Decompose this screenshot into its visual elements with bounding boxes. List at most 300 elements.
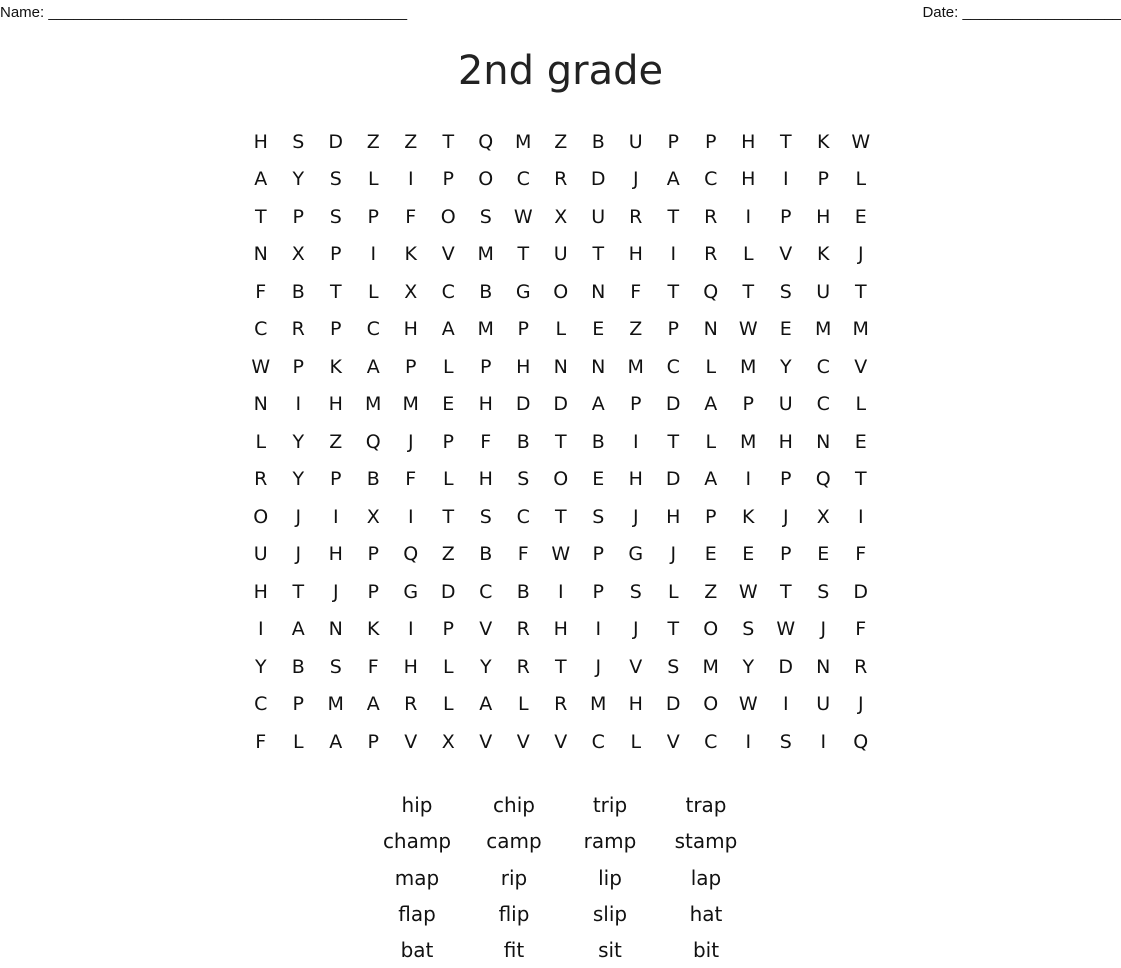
word-bank-item: lap xyxy=(690,865,722,890)
grid-letter: W xyxy=(738,318,758,341)
grid-letter: A xyxy=(591,393,605,416)
grid-letter: D xyxy=(665,468,681,491)
grid-letter: L xyxy=(367,280,379,303)
word-bank-item: map xyxy=(394,865,440,890)
grid-letter: I xyxy=(745,730,752,753)
grid-letter: G xyxy=(628,543,644,566)
grid-letter: S xyxy=(517,468,530,491)
word-bank-item: flap xyxy=(398,901,436,926)
grid-letter: L xyxy=(255,430,267,453)
grid-letter: Q xyxy=(478,130,494,153)
grid-letter: D xyxy=(553,393,569,416)
grid-letter: T xyxy=(779,130,792,153)
grid-letter: N xyxy=(816,655,831,678)
grid-letter: I xyxy=(782,693,789,716)
date-field: Date: ___________________ xyxy=(922,4,1121,21)
grid-letter: V xyxy=(404,730,418,753)
grid-letter: L xyxy=(442,693,454,716)
grid-letter: J xyxy=(820,618,827,641)
grid-letter: M xyxy=(590,693,607,716)
grid-letter: F xyxy=(367,655,379,678)
grid-letter: B xyxy=(291,280,305,303)
grid-letter: V xyxy=(666,730,680,753)
grid-letter: P xyxy=(667,318,679,341)
grid-letter: B xyxy=(591,430,605,453)
grid-letter: K xyxy=(329,355,342,378)
grid-letter: O xyxy=(703,693,719,716)
grid-letter: C xyxy=(516,505,530,528)
grid-letter: V xyxy=(479,730,493,753)
grid-letter: I xyxy=(632,430,639,453)
grid-letter: J xyxy=(857,243,864,266)
grid-letter: P xyxy=(442,430,454,453)
grid-letter: O xyxy=(553,468,569,491)
grid-letter: H xyxy=(816,205,831,228)
grid-letter: Y xyxy=(479,655,492,678)
grid-letter: P xyxy=(405,355,417,378)
grid-letter: N xyxy=(816,430,831,453)
grid-letter: H xyxy=(628,468,643,491)
grid-letter: A xyxy=(329,730,343,753)
grid-letter: H xyxy=(516,355,531,378)
grid-letter: A xyxy=(704,468,718,491)
grid-letter: G xyxy=(515,280,531,303)
grid-letter: P xyxy=(330,243,342,266)
grid-letter: Z xyxy=(366,130,380,153)
grid-letter: T xyxy=(592,243,605,266)
grid-letter: I xyxy=(407,618,414,641)
grid-letter: V xyxy=(554,730,568,753)
grid-letter: B xyxy=(516,580,530,603)
grid-letter: Z xyxy=(441,543,455,566)
grid-letter: E xyxy=(704,543,717,566)
word-bank-item: sit xyxy=(598,938,622,963)
grid-letter: C xyxy=(441,280,455,303)
grid-letter: D xyxy=(778,655,794,678)
grid-letter: U xyxy=(816,693,831,716)
word-bank-item: slip xyxy=(592,901,628,926)
grid-letter: A xyxy=(479,693,493,716)
grid-letter: P xyxy=(780,468,792,491)
grid-letter: A xyxy=(704,393,718,416)
grid-letter: R xyxy=(291,318,305,341)
word-bank-item: champ xyxy=(382,829,452,854)
grid-letter: Q xyxy=(365,430,381,453)
grid-letter: L xyxy=(367,168,379,191)
grid-letter: A xyxy=(441,318,455,341)
grid-letter: H xyxy=(328,393,343,416)
grid-letter: Y xyxy=(254,655,267,678)
grid-letter: I xyxy=(407,505,414,528)
grid-letter: H xyxy=(628,693,643,716)
grid-letter: P xyxy=(817,168,829,191)
grid-letter: P xyxy=(480,355,492,378)
grid-letter: L xyxy=(742,243,754,266)
grid-letter: R xyxy=(629,205,643,228)
letter-grid xyxy=(242,123,880,761)
grid-letter: B xyxy=(291,655,305,678)
grid-letter: U xyxy=(628,130,643,153)
grid-letter: O xyxy=(553,280,569,303)
grid-letter: N xyxy=(591,280,606,303)
grid-letter: P xyxy=(742,393,754,416)
grid-letter: A xyxy=(366,355,380,378)
grid-letter: P xyxy=(367,543,379,566)
grid-letter: U xyxy=(553,243,568,266)
grid-letter: J xyxy=(632,618,639,641)
grid-letter: U xyxy=(591,205,606,228)
grid-letter: C xyxy=(254,318,268,341)
grid-letter: T xyxy=(442,130,455,153)
grid-letter: I xyxy=(407,168,414,191)
grid-letter: K xyxy=(367,618,380,641)
grid-letter: S xyxy=(779,280,792,303)
grid-letter: T xyxy=(517,243,530,266)
grid-letter: H xyxy=(741,168,756,191)
grid-letter: T xyxy=(292,580,305,603)
name-field: Name: ___________________________________________ xyxy=(0,4,408,21)
grid-letter: H xyxy=(666,505,681,528)
grid-letter: T xyxy=(667,430,680,453)
grid-letter: W xyxy=(251,355,271,378)
grid-letter: G xyxy=(403,580,419,603)
grid-letter: J xyxy=(857,693,864,716)
grid-letter: S xyxy=(329,168,342,191)
grid-letter: N xyxy=(591,355,606,378)
grid-letter: P xyxy=(780,543,792,566)
grid-letter: I xyxy=(820,730,827,753)
puzzle-title: 2nd grade xyxy=(457,48,664,94)
grid-letter: M xyxy=(815,318,832,341)
grid-letter: R xyxy=(516,655,530,678)
word-bank-item: hat xyxy=(689,901,723,926)
grid-letter: I xyxy=(370,243,377,266)
grid-letter: O xyxy=(440,205,456,228)
grid-letter: A xyxy=(254,168,268,191)
grid-letter: H xyxy=(741,130,756,153)
grid-letter: F xyxy=(517,543,529,566)
grid-letter: W xyxy=(551,543,571,566)
grid-letter: J xyxy=(407,430,414,453)
grid-letter: I xyxy=(745,468,752,491)
grid-letter: D xyxy=(853,580,869,603)
grid-letter: H xyxy=(253,580,268,603)
grid-letter: L xyxy=(855,393,867,416)
grid-letter: I xyxy=(745,205,752,228)
grid-letter: B xyxy=(479,543,493,566)
grid-letter: D xyxy=(665,393,681,416)
grid-letter: M xyxy=(477,318,494,341)
grid-letter: I xyxy=(782,168,789,191)
grid-letter: J xyxy=(670,543,677,566)
grid-letter: B xyxy=(591,130,605,153)
grid-letter: N xyxy=(253,393,268,416)
grid-letter: D xyxy=(515,393,531,416)
grid-letter: C xyxy=(591,730,605,753)
grid-letter: P xyxy=(367,205,379,228)
grid-letter: R xyxy=(254,468,268,491)
grid-letter: M xyxy=(852,318,869,341)
grid-letter: Z xyxy=(554,130,568,153)
grid-letter: H xyxy=(328,543,343,566)
grid-letter: T xyxy=(442,505,455,528)
grid-letter: H xyxy=(478,393,493,416)
grid-letter: U xyxy=(778,393,793,416)
grid-letter: I xyxy=(332,505,339,528)
grid-letter: S xyxy=(779,730,792,753)
grid-letter: C xyxy=(666,355,680,378)
grid-letter: C xyxy=(816,355,830,378)
grid-letter: M xyxy=(702,655,719,678)
grid-letter: E xyxy=(742,543,755,566)
grid-letter: M xyxy=(740,355,757,378)
grid-letter: E xyxy=(442,393,455,416)
grid-letter: J xyxy=(332,580,339,603)
grid-letter: S xyxy=(592,505,605,528)
grid-letter: P xyxy=(592,580,604,603)
grid-letter: X xyxy=(441,730,455,753)
grid-letter: M xyxy=(740,430,757,453)
grid-letter: F xyxy=(855,543,867,566)
grid-letter: V xyxy=(779,243,793,266)
grid-letter: X xyxy=(816,505,830,528)
grid-letter: L xyxy=(855,168,867,191)
word-bank-item: trip xyxy=(592,793,628,818)
grid-letter: L xyxy=(517,693,529,716)
grid-letter: W xyxy=(513,205,533,228)
grid-letter: P xyxy=(592,543,604,566)
grid-letter: P xyxy=(367,730,379,753)
grid-letter: A xyxy=(291,618,305,641)
grid-letter: E xyxy=(592,318,605,341)
word-bank-item: hip xyxy=(401,793,433,818)
grid-letter: P xyxy=(705,505,717,528)
grid-letter: P xyxy=(330,318,342,341)
grid-letter: S xyxy=(479,505,492,528)
grid-letter: R xyxy=(554,693,568,716)
grid-letter: Y xyxy=(292,430,305,453)
grid-letter: T xyxy=(329,280,342,303)
grid-letter: Q xyxy=(815,468,831,491)
grid-letter: L xyxy=(292,730,304,753)
grid-letter: Y xyxy=(292,468,305,491)
word-bank-item: chip xyxy=(493,793,535,818)
grid-letter: P xyxy=(442,618,454,641)
word-bank-item: bit xyxy=(692,938,720,963)
grid-letter: D xyxy=(590,168,606,191)
grid-letter: M xyxy=(477,243,494,266)
word-bank xyxy=(370,787,756,968)
grid-letter: V xyxy=(441,243,455,266)
grid-letter: P xyxy=(292,693,304,716)
grid-letter: Y xyxy=(292,168,305,191)
grid-letter: T xyxy=(554,430,567,453)
grid-letter: L xyxy=(705,355,717,378)
grid-letter: F xyxy=(405,205,417,228)
grid-letter: T xyxy=(667,618,680,641)
grid-letter: E xyxy=(592,468,605,491)
grid-letter: S xyxy=(667,655,680,678)
word-bank-item: flip xyxy=(498,901,530,926)
grid-letter: I xyxy=(557,580,564,603)
grid-letter: J xyxy=(632,168,639,191)
grid-letter: N xyxy=(703,318,718,341)
grid-letter: F xyxy=(480,430,492,453)
grid-letter: W xyxy=(776,618,796,641)
grid-letter: V xyxy=(516,730,530,753)
grid-letter: L xyxy=(630,730,642,753)
grid-letter: V xyxy=(629,655,643,678)
grid-letter: Z xyxy=(329,430,343,453)
grid-letter: H xyxy=(253,130,268,153)
grid-letter: C xyxy=(254,693,268,716)
grid-letter: P xyxy=(780,205,792,228)
grid-letter: P xyxy=(630,393,642,416)
grid-letter: P xyxy=(705,130,717,153)
grid-letter: D xyxy=(440,580,456,603)
grid-letter: N xyxy=(328,618,343,641)
grid-letter: M xyxy=(627,355,644,378)
grid-letter: U xyxy=(816,280,831,303)
grid-letter: Z xyxy=(629,318,643,341)
grid-letter: H xyxy=(628,243,643,266)
grid-letter: E xyxy=(779,318,792,341)
grid-letter: I xyxy=(295,393,302,416)
grid-letter: P xyxy=(517,318,529,341)
grid-letter: O xyxy=(478,168,494,191)
grid-letter: P xyxy=(442,168,454,191)
grid-letter: S xyxy=(629,580,642,603)
grid-letter: B xyxy=(516,430,530,453)
grid-letter: H xyxy=(403,318,418,341)
grid-letter: Y xyxy=(742,655,755,678)
grid-letter: C xyxy=(816,393,830,416)
grid-letter: C xyxy=(704,168,718,191)
grid-letter: S xyxy=(292,130,305,153)
grid-letter: T xyxy=(254,205,267,228)
grid-letter: W xyxy=(851,130,871,153)
grid-letter: R xyxy=(404,693,418,716)
grid-letter: T xyxy=(854,468,867,491)
grid-letter: F xyxy=(630,280,642,303)
grid-letter: R xyxy=(704,205,718,228)
grid-letter: B xyxy=(479,280,493,303)
grid-letter: X xyxy=(366,505,380,528)
grid-letter: H xyxy=(553,618,568,641)
grid-letter: T xyxy=(667,280,680,303)
grid-letter: T xyxy=(854,280,867,303)
grid-letter: Q xyxy=(703,280,719,303)
grid-letter: R xyxy=(516,618,530,641)
grid-letter: S xyxy=(817,580,830,603)
grid-letter: L xyxy=(442,468,454,491)
grid-letter: F xyxy=(255,730,267,753)
grid-letter: J xyxy=(632,505,639,528)
grid-letter: J xyxy=(295,505,302,528)
grid-letter: L xyxy=(555,318,567,341)
grid-letter: Z xyxy=(404,130,418,153)
word-bank-item: bat xyxy=(400,938,434,963)
grid-letter: C xyxy=(479,580,493,603)
grid-letter: A xyxy=(366,693,380,716)
grid-letter: M xyxy=(327,693,344,716)
grid-letter: J xyxy=(595,655,602,678)
grid-letter: M xyxy=(402,393,419,416)
grid-letter: E xyxy=(854,205,867,228)
grid-letter: C xyxy=(704,730,718,753)
grid-letter: V xyxy=(854,355,868,378)
grid-letter: K xyxy=(404,243,417,266)
grid-letter: Q xyxy=(403,543,419,566)
grid-letter: C xyxy=(366,318,380,341)
grid-letter: R xyxy=(704,243,718,266)
grid-letter: W xyxy=(738,693,758,716)
grid-letter: I xyxy=(670,243,677,266)
grid-letter: H xyxy=(403,655,418,678)
grid-letter: F xyxy=(405,468,417,491)
grid-letter: M xyxy=(365,393,382,416)
grid-letter: L xyxy=(442,355,454,378)
grid-letter: K xyxy=(817,243,830,266)
grid-letter: T xyxy=(742,280,755,303)
grid-letter: I xyxy=(857,505,864,528)
grid-letter: P xyxy=(292,205,304,228)
word-bank-item: trap xyxy=(685,793,727,818)
grid-letter: C xyxy=(516,168,530,191)
grid-letter: P xyxy=(667,130,679,153)
grid-letter: Q xyxy=(853,730,869,753)
grid-letter: F xyxy=(855,618,867,641)
grid-letter: A xyxy=(666,168,680,191)
grid-letter: P xyxy=(292,355,304,378)
grid-letter: S xyxy=(479,205,492,228)
word-bank-item: camp xyxy=(486,829,542,854)
grid-letter: W xyxy=(738,580,758,603)
grid-letter: K xyxy=(817,130,830,153)
grid-letter: N xyxy=(553,355,568,378)
grid-letter: Y xyxy=(779,355,792,378)
grid-letter: O xyxy=(253,505,269,528)
grid-letter: R xyxy=(854,655,868,678)
grid-letter: L xyxy=(667,580,679,603)
grid-letter: X xyxy=(554,205,568,228)
grid-letter: E xyxy=(817,543,830,566)
word-bank-item: stamp xyxy=(674,829,738,854)
grid-letter: U xyxy=(253,543,268,566)
grid-letter: V xyxy=(479,618,493,641)
grid-letter: R xyxy=(554,168,568,191)
grid-letter: P xyxy=(367,580,379,603)
grid-letter: E xyxy=(854,430,867,453)
grid-letter: J xyxy=(295,543,302,566)
grid-letter: H xyxy=(778,430,793,453)
word-bank-item: ramp xyxy=(583,829,637,854)
grid-letter: M xyxy=(515,130,532,153)
grid-letter: H xyxy=(478,468,493,491)
grid-letter: T xyxy=(554,505,567,528)
grid-letter: X xyxy=(291,243,305,266)
grid-letter: T xyxy=(554,655,567,678)
grid-letter: B xyxy=(366,468,380,491)
grid-letter: T xyxy=(779,580,792,603)
grid-letter: T xyxy=(667,205,680,228)
grid-letter: S xyxy=(329,205,342,228)
grid-letter: P xyxy=(330,468,342,491)
grid-letter: S xyxy=(329,655,342,678)
grid-letter: K xyxy=(742,505,755,528)
grid-letter: X xyxy=(404,280,418,303)
grid-letter: D xyxy=(665,693,681,716)
